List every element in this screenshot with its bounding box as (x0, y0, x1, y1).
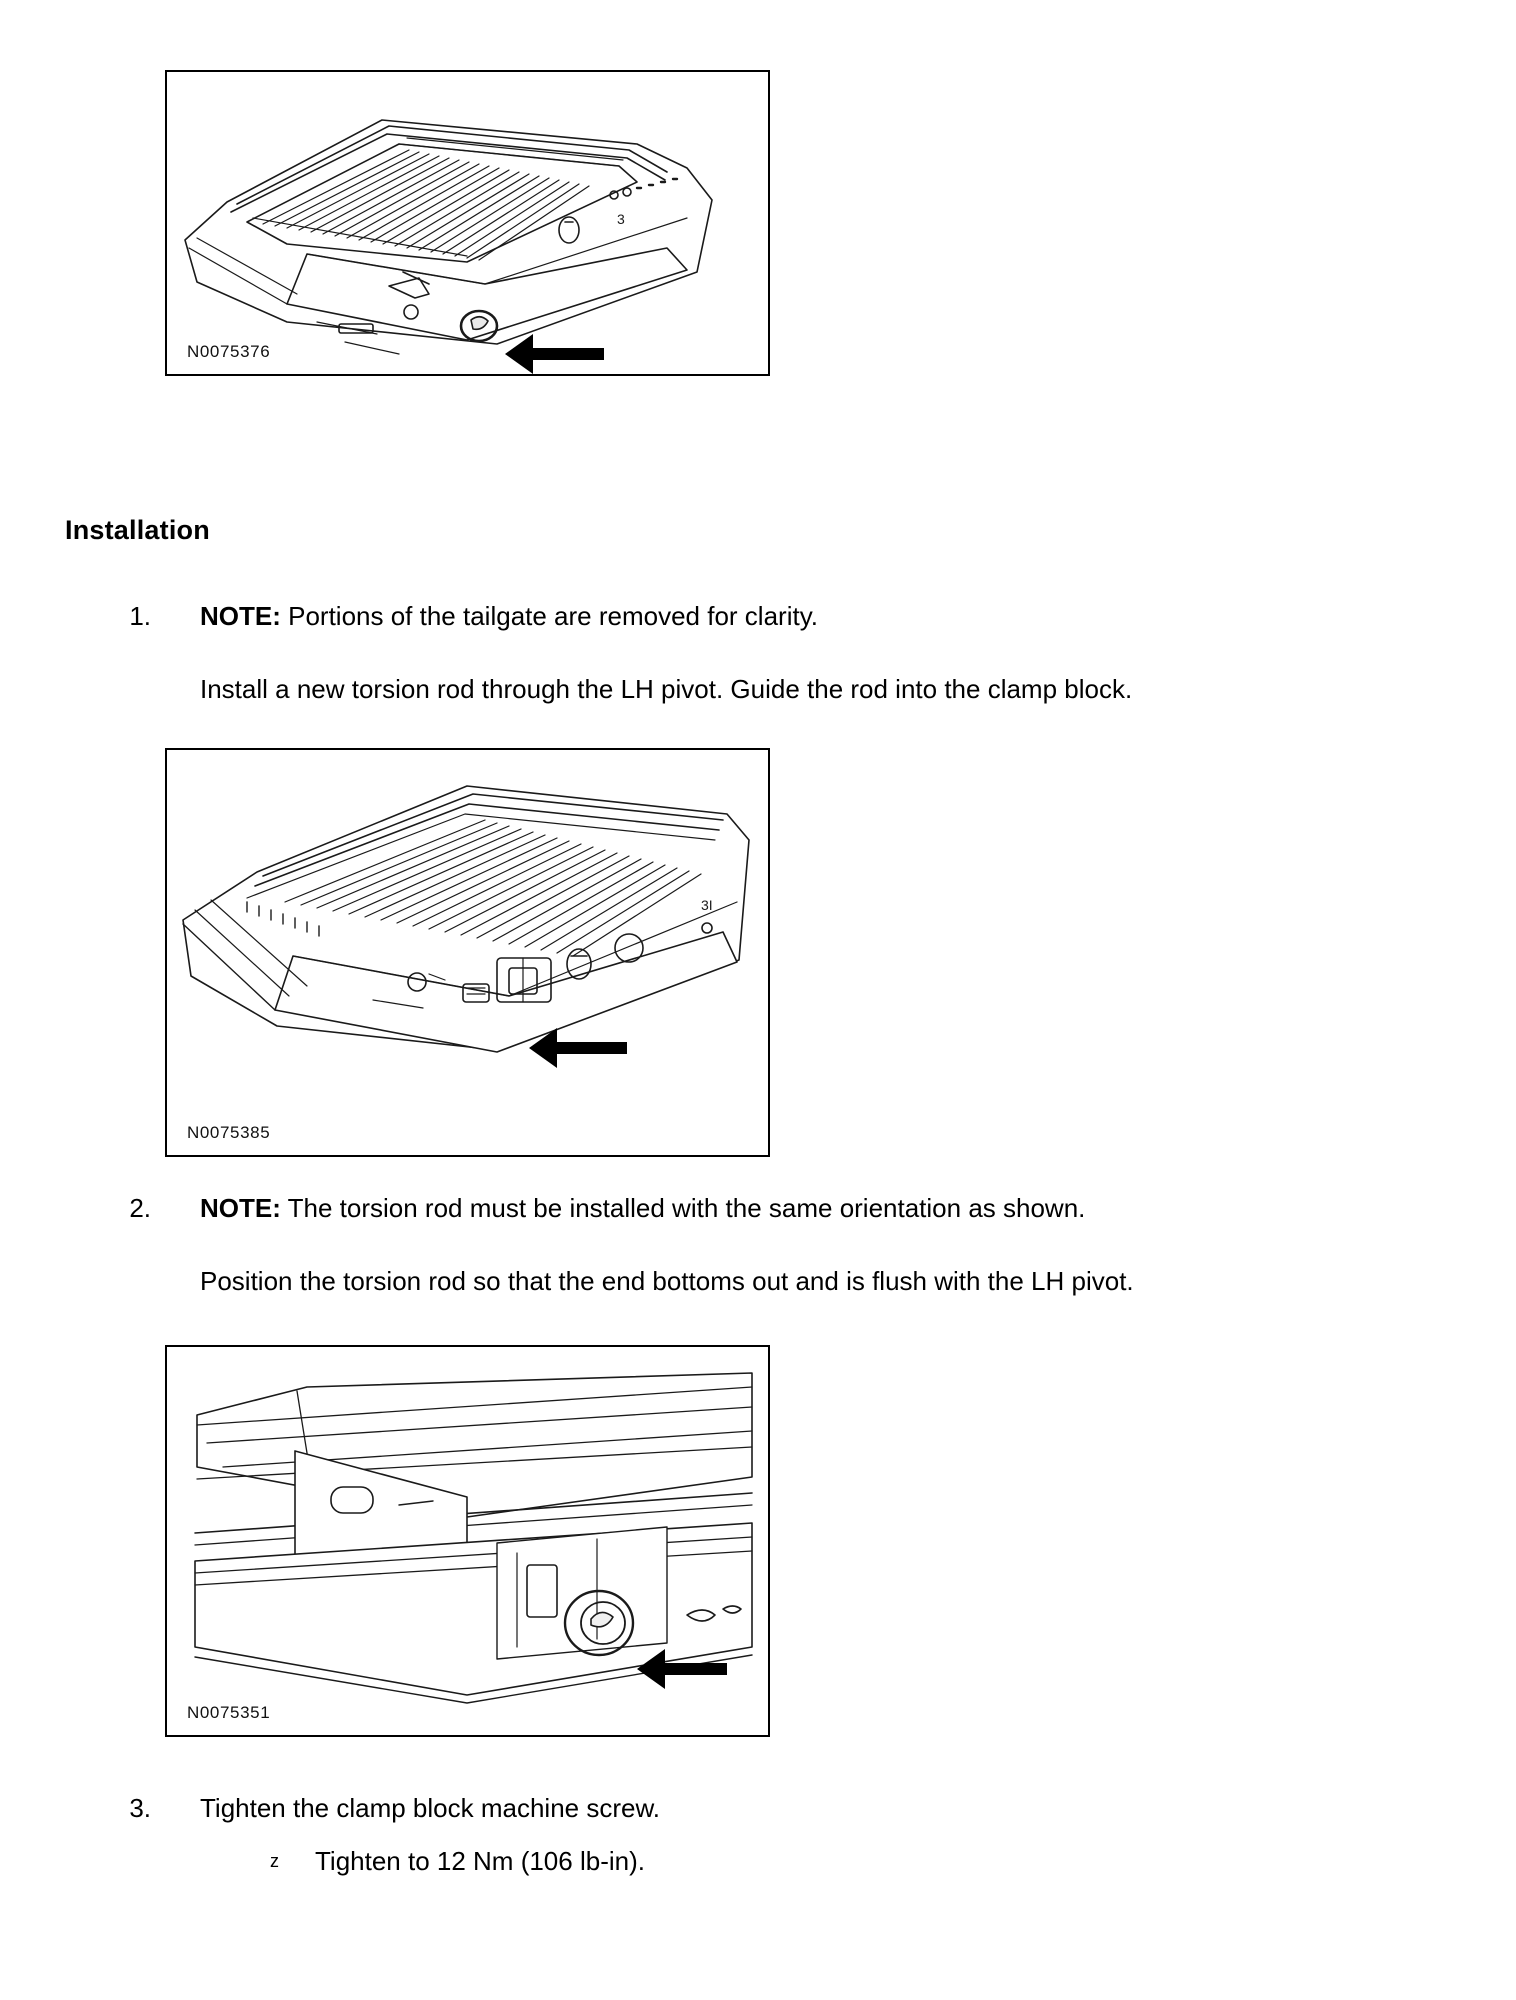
step-2-note (200, 1190, 1395, 1227)
step-1-text: Install a new torsion rod through the LH pivot. Guide the rod into the clamp block. (200, 673, 1133, 704)
figure-3-illustration (167, 1347, 768, 1735)
step-2-number: 2. (129, 1193, 151, 1223)
svg-text:3: 3 (617, 211, 625, 227)
callout-arrow (505, 334, 604, 374)
figure-caption: N0075376 (187, 342, 271, 361)
step-3-bullet-text: Tighten to 12 Nm (106 lb-in). (315, 1845, 645, 1876)
step-3-bullet (270, 1843, 1395, 1880)
bullet-marker: z (270, 1850, 279, 1871)
step-3-text: Tighten the clamp block machine screw. (200, 1793, 661, 1823)
figure-tailgate-removal (165, 70, 770, 376)
step-1-note-text: Portions of the tailgate are removed for clarity. (280, 601, 818, 631)
step-3-number: 3. (129, 1793, 151, 1823)
step-3 (105, 1790, 1395, 1880)
figure-torsion-rod-flush (165, 1345, 770, 1737)
step-1-note (200, 598, 1395, 635)
figure-2-illustration (167, 750, 768, 1155)
step-2-text: Position the torsion rod so that the end bottoms out and is flush with the LH pivot. (200, 1265, 1134, 1296)
step-2-note-text: The torsion rod must be installed with the same orientation as shown. (280, 1193, 1086, 1223)
figure-1-illustration (167, 72, 768, 374)
figure-caption: N0075385 (187, 1123, 271, 1142)
svg-text:3I: 3I (701, 897, 713, 913)
figure-torsion-rod-install (165, 748, 770, 1157)
step-2-note-label: NOTE: (200, 1193, 281, 1223)
step-2 (105, 1190, 1395, 1300)
figure-caption: N0075351 (187, 1703, 271, 1722)
section-heading-installation: Installation (65, 515, 210, 545)
step-1-note-label: NOTE: (200, 601, 281, 631)
step-1-number: 1. (129, 601, 151, 631)
step-1 (105, 598, 1395, 708)
